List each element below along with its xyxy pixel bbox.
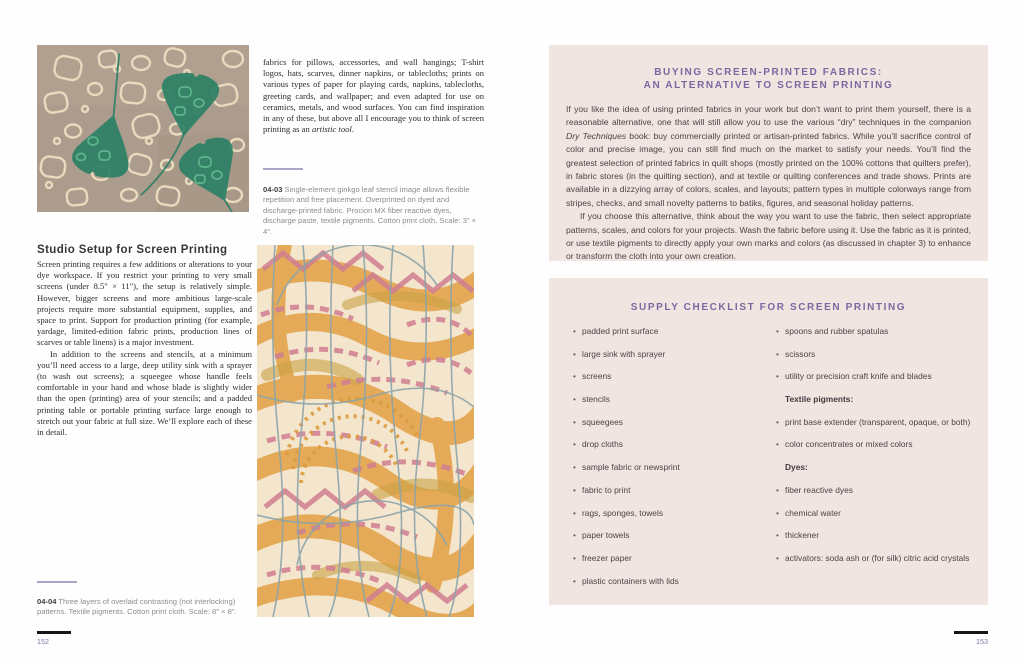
checklist-item-label: Dyes: — [785, 462, 808, 473]
bullet-icon: • — [776, 439, 779, 450]
bullet-icon: • — [573, 371, 576, 382]
checklist-heading: SUPPLY CHECKLIST FOR SCREEN PRINTING — [630, 302, 907, 313]
checklist-item-label: fiber reactive dyes — [785, 484, 853, 495]
section-paragraph-1: Screen printing requires a few additions or alterations to your dye workspace. If you restrict your printing to very small screens (under 8.5" × 11"), the setup is relatively simple. However, bigger screens and more ambitious large-scale projects require more substantial equipment, supplies, and space to print. Support for production printing (for example, yardage, limited-edition fabric prints, production lines of scarves or table linens) is a major investment. — [37, 259, 252, 348]
checklist-item-label: Textile pigments: — [785, 394, 854, 405]
checklist-item-label: freezer paper — [582, 552, 632, 563]
sidebar-paragraph-1 — [566, 103, 971, 210]
overlay-pattern-illustration — [257, 245, 474, 617]
bullet-icon: • — [573, 462, 576, 473]
checklist-item — [776, 553, 988, 576]
checklist-item — [776, 417, 988, 440]
bullet-icon: • — [573, 326, 576, 336]
checklist-item-label: scissors — [785, 348, 816, 359]
page-number-right: 153 — [976, 637, 988, 646]
buying-fabrics-sidebar — [549, 45, 988, 261]
checklist-column-left — [573, 326, 773, 598]
checklist-item — [573, 394, 773, 417]
checklist-item-label: utility or precision craft knife and blades — [785, 371, 932, 382]
checklist-item — [776, 371, 988, 394]
caption-text: Three layers of overlaid contrasting (not interlocking) patterns. Textile pigments. Cotton print cloth. Scale: 8" × 8". — [37, 596, 237, 617]
checklist-item — [776, 508, 988, 531]
checklist-item — [776, 349, 988, 372]
bullet-icon: • — [776, 348, 779, 359]
intro-period: . — [351, 124, 354, 135]
checklist-item-label: chemical water — [785, 507, 841, 518]
checklist-item — [573, 371, 773, 394]
sidebar-heading — [549, 45, 988, 92]
bullet-icon: • — [573, 416, 576, 427]
checklist-item-label: drop cloths — [582, 439, 623, 450]
checklist-item-label: thickener — [785, 530, 819, 541]
checklist-item-label: squeegees — [582, 416, 623, 427]
intro-paragraph — [263, 57, 484, 135]
checklist-item-label: color concentrates or mixed colors — [785, 439, 913, 450]
caption-04-04 — [37, 597, 245, 618]
ginkgo-print-illustration — [37, 45, 249, 212]
checklist-item-label: large sink with sprayer — [582, 348, 666, 359]
bullet-icon: • — [776, 371, 779, 382]
checklist-item — [573, 349, 773, 372]
sidebar-heading-line2: AN ALTERNATIVE TO SCREEN PRINTING — [643, 80, 894, 91]
folio-rule — [37, 631, 71, 634]
caption-number: 04-04 — [37, 596, 57, 606]
checklist-item-label: padded print surface — [582, 326, 659, 336]
bullet-icon: • — [776, 326, 779, 336]
bullet-icon: • — [776, 507, 779, 518]
checklist-item — [776, 326, 988, 349]
bullet-icon: • — [776, 484, 779, 495]
checklist-item — [776, 485, 988, 508]
section-body — [37, 259, 252, 438]
page-number-left: 152 — [37, 637, 49, 646]
intro-text: fabrics for pillows, accessories, and wall hangings; T-shirt logos, hats, scarves, dinner napkins, or tablecloths; prints on various types of paper for playing cards, napkins, tablecloths, greeting cards, and wallpaper; and even adapted for use on ceramics, metals, and wood surfaces. You can find inspiration in any of these, but above all I encourage you to think of screen printing as an — [263, 57, 484, 135]
bullet-icon: • — [573, 507, 576, 518]
section-heading: Studio Setup for Screen Printing — [37, 244, 228, 256]
bullet-icon: • — [776, 530, 779, 541]
checklist-item — [573, 553, 773, 576]
checklist-item — [776, 439, 988, 462]
sidebar-paragraph-2: If you choose this alternative, think about the way you want to use the fabric, then select appropriate patterns, scales, and colors for your projects. Wash the fabric before using it. Use the fabric as it is printed, or use textile pigments to directly apply your own marks and colors (as discussed in chapter 3) to enhance or transform the cloth into your own creation. — [566, 211, 971, 262]
caption-04-03 — [263, 185, 479, 238]
checklist-item — [573, 439, 773, 462]
folio-rule — [954, 631, 988, 634]
checklist-item — [573, 508, 773, 531]
checklist-item — [776, 462, 988, 485]
bullet-icon: • — [573, 394, 576, 405]
ginkgo-print-photo — [37, 45, 249, 212]
bullet-icon: • — [573, 530, 576, 541]
supply-checklist-sidebar — [549, 278, 988, 605]
bullet-icon: • — [573, 439, 576, 450]
checklist-item — [573, 576, 773, 599]
checklist-item-label: spoons and rubber spatulas — [785, 326, 889, 336]
caption-number: 04-03 — [263, 184, 283, 194]
sidebar-text: If you like the idea of using printed fabrics in your work but don’t want to print them yourself, there is a reasonable alternative, one that will still allow you to use the various “dry” techniques in the companion — [566, 104, 971, 128]
checklist-item-label: rags, sponges, towels — [582, 507, 664, 518]
checklist-item — [573, 530, 773, 553]
book-title-italic: Dry Techniques — [566, 130, 627, 141]
checklist-item — [573, 417, 773, 440]
checklist-item-label: screens — [582, 371, 612, 382]
checklist-item — [573, 485, 773, 508]
checklist-item — [573, 326, 773, 349]
section-paragraph-2: In addition to the screens and stencils, at a minimum you’ll need access to a large, deep utility sink with a sprayer (to wash out screens); a squeegee whose handle feels comfortable in your hand and whose blade is slightly wider than the open (printing) area of your stencils; and a padded printing table or portable printing surface large enough to stretch out your fabric at full size. We’ll explore each of these in detail. — [37, 348, 252, 438]
checklist-item-label: print base extender (transparent, opaque, or both) — [785, 416, 971, 427]
checklist-item-label: fabric to print — [582, 484, 631, 495]
intro-italic-phrase: artistic tool — [311, 124, 352, 135]
sidebar-text: book: buy commercially printed or artisan-printed fabrics. While you’ll sacrifice control of color and precise image, you can still find much on the market to satisfy your needs. You’ll find the greatest selection of printed fabrics in quilt shops (mostly printed on the 100% cottons that quilters prefer), in fabric stores (in the quilting section), and at textile or quilting conferences and trade shows. Prints are available in a dizzying array of colors, scales, and layouts; pattern types in multiple colorways range from stripes, checks, and small novelty patterns to batiks, figures, and seasonal holiday patterns. — [566, 130, 971, 208]
bullet-icon: • — [573, 552, 576, 563]
checklist-item — [776, 530, 988, 553]
bullet-icon: • — [573, 575, 576, 586]
bullet-icon: • — [776, 552, 779, 563]
checklist-item-label: stencils — [582, 394, 610, 405]
checklist-column-right — [776, 326, 988, 576]
bullet-icon: • — [573, 348, 576, 359]
checklist-item-label: activators: soda ash or (for silk) citric acid crystals — [785, 552, 970, 563]
checklist-item — [573, 462, 773, 485]
sidebar-heading-line1: BUYING SCREEN-PRINTED FABRICS: — [654, 67, 883, 78]
caption-text: Single-element ginkgo leaf stencil image allows flexible repetition and free placement. Overprinted on dyed and discharge-printed fabric. Procion MX fiber reactive dyes, discharge paste, textile pigments. Cotton print cloth. Scale: 3" × 4". — [263, 184, 477, 236]
bullet-icon: • — [776, 416, 779, 427]
caption-rule — [263, 168, 303, 170]
overlay-pattern-photo — [257, 245, 474, 617]
bullet-icon: • — [573, 484, 576, 495]
checklist-item-label: paper towels — [582, 530, 630, 541]
checklist-item — [776, 394, 988, 417]
checklist-item-label: plastic containers with lids — [582, 575, 679, 586]
caption-rule — [37, 581, 77, 583]
checklist-item-label: sample fabric or newsprint — [582, 462, 680, 473]
